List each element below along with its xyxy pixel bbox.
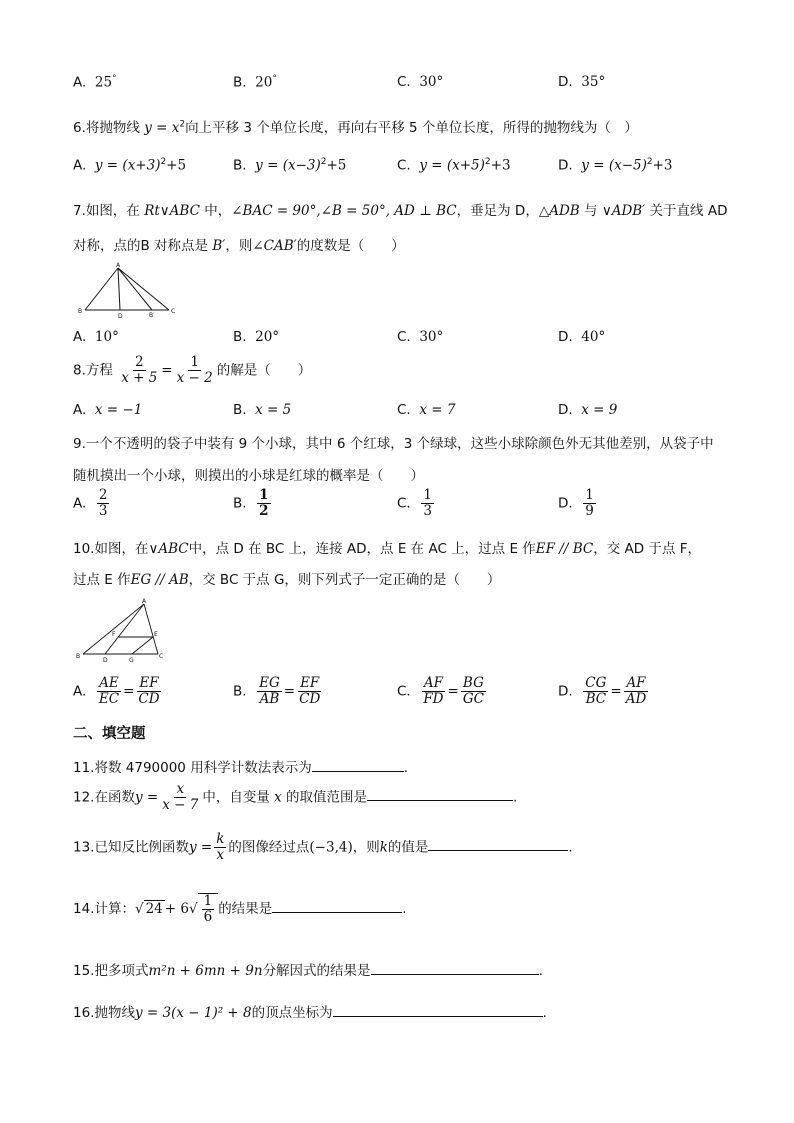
q7-option-b[interactable]: B. 20° (233, 329, 280, 345)
q15-answer-blank[interactable] (371, 962, 539, 975)
q13-answer-blank[interactable] (428, 838, 568, 851)
q8-option-a[interactable]: A. x = −1 (73, 402, 143, 418)
q9-stem-line1: 9.一个不透明的袋子中装有 9 个小球，其中 6 个红球，3 个绿球，这些小球除颜色外无其他差别，从袋子中 (73, 436, 714, 452)
q5-option-a[interactable]: A. 25° (73, 74, 117, 91)
q6-stem: 6.将抛物线 $y = x^2$向上平移 3 个单位长度，再向右平移 5 个单位长度，所得的抛物线为（ ） (73, 119, 638, 136)
q7-option-d[interactable]: D. 40° (558, 329, 606, 345)
q9-option-a[interactable]: A. $\frac{2}{3}$ (73, 487, 108, 519)
q14-answer-blank[interactable] (272, 900, 402, 913)
q7-option-c[interactable]: C. 30° (397, 329, 444, 345)
q8-option-c[interactable]: C. x = 7 (397, 402, 456, 418)
q10-option-c[interactable]: C. $\frac{AF}{FD}$ = $\frac{BG}{GC}$ (397, 675, 484, 707)
q10-figure (74, 596, 166, 664)
q10-label-e: E (154, 631, 158, 638)
q16: 16.抛物线y = 3(x − 1)² + 8的顶点坐标为 . (73, 1005, 547, 1021)
q10-option-b[interactable]: B. $\frac{EG}{AB}$ = $\frac{EF}{CD}$ (233, 675, 321, 707)
q7-label-bp: B′ (149, 312, 155, 319)
q7-label-b: B (78, 308, 83, 315)
q15: 15.把多项式m²n + 6mn + 9n分解因式的结果是 . (73, 963, 543, 979)
section-title: 二、填空题 (73, 726, 146, 742)
q9-option-c[interactable]: C. $\frac{1}{3}$ (397, 487, 432, 519)
q8-option-d[interactable]: D. x = 9 (558, 402, 618, 418)
q7-option-a[interactable]: A. 10° (73, 329, 119, 345)
q10-label-d: D (103, 657, 108, 664)
q10-label-a: A (142, 598, 147, 605)
q10-label-b: B (76, 653, 81, 660)
q7-label-a: A (116, 262, 121, 269)
q7-label-d: D (118, 313, 123, 319)
q7-label-c: C (171, 308, 176, 315)
q11-answer-blank[interactable] (312, 759, 404, 772)
q6-option-c[interactable]: C. $y = (x+5)^2+3$ (397, 157, 511, 174)
q6-option-b[interactable]: B. $y = (x-3)^2+5$ (233, 157, 347, 174)
q7-figure (76, 261, 180, 319)
q8-option-b[interactable]: B. x = 5 (233, 402, 292, 418)
q14: 14.计算：√ 24 + 6√ $\frac{1}{6}$ 的结果是 . (73, 893, 407, 925)
q13: 13.已知反比例函数y = $\frac{k}{x}$ 的图像经过点(−3,4)，则k的值是 . (73, 831, 573, 863)
q12: 12.在函数y = $\frac{x}{x - 7}$ 中，自变量 x 的取值范围是 . (73, 781, 518, 813)
q7-stem-line2: 对称，点的B 对称点是 B′，则∠CAB′的度数是（ ） (73, 238, 405, 254)
q8-stem: 8.方程 $\frac{2}{x + 5}$ = $\frac{1}{x - 2}$ 的解是（ ） (73, 354, 312, 386)
q10-stem-line1: 10.如图，在∨ABC中，点 D 在 BC 上，连接 AD，点 E 在 AC 上，过点 E 作EF // BC，交 AD 于点 F， (73, 541, 701, 557)
q9-stem-line2: 随机摸出一个小球，则摸出的小球是红球的概率是（ ） (73, 468, 424, 484)
q10-label-g: G (129, 657, 134, 664)
q12-answer-blank[interactable] (367, 788, 513, 801)
q5-option-c[interactable]: C. 30° (397, 74, 444, 90)
q16-answer-blank[interactable] (333, 1004, 543, 1017)
q5-option-d[interactable]: D. 35° (558, 74, 606, 90)
q9-option-d[interactable]: D. $\frac{1}{9}$ (558, 487, 594, 519)
q10-stem-line2: 过点 E 作EG // AB，交 BC 于点 G，则下列式子一定正确的是（ ） (73, 572, 501, 588)
q7-stem-line1: 7.如图，在 Rt∨ABC 中，∠BAC = 90°,∠B = 50°, AD ⊥ BC，垂足为 D，△ADB 与 ∨ADB′ 关于直线 AD (73, 203, 728, 219)
q10-label-f: F (112, 631, 116, 638)
q9-option-b[interactable]: B. $\frac{1}{2}$ (233, 487, 269, 519)
q10-label-c: C (159, 653, 164, 660)
q11: 11.将数 4790000 用科学计数法表示为 . (73, 760, 408, 776)
q10-option-d[interactable]: D. $\frac{CG}{BC}$ = $\frac{AF}{AD}$ (558, 675, 647, 707)
q6-option-a[interactable]: A. $y = (x+3)^2+5$ (73, 157, 187, 174)
q5-option-b[interactable]: B. 20° (233, 74, 277, 91)
q10-option-a[interactable]: A. $\frac{AE}{EC}$ = $\frac{EF}{CD}$ (73, 675, 160, 707)
q6-option-d[interactable]: D. $y = (x-5)^2+3$ (558, 157, 673, 174)
